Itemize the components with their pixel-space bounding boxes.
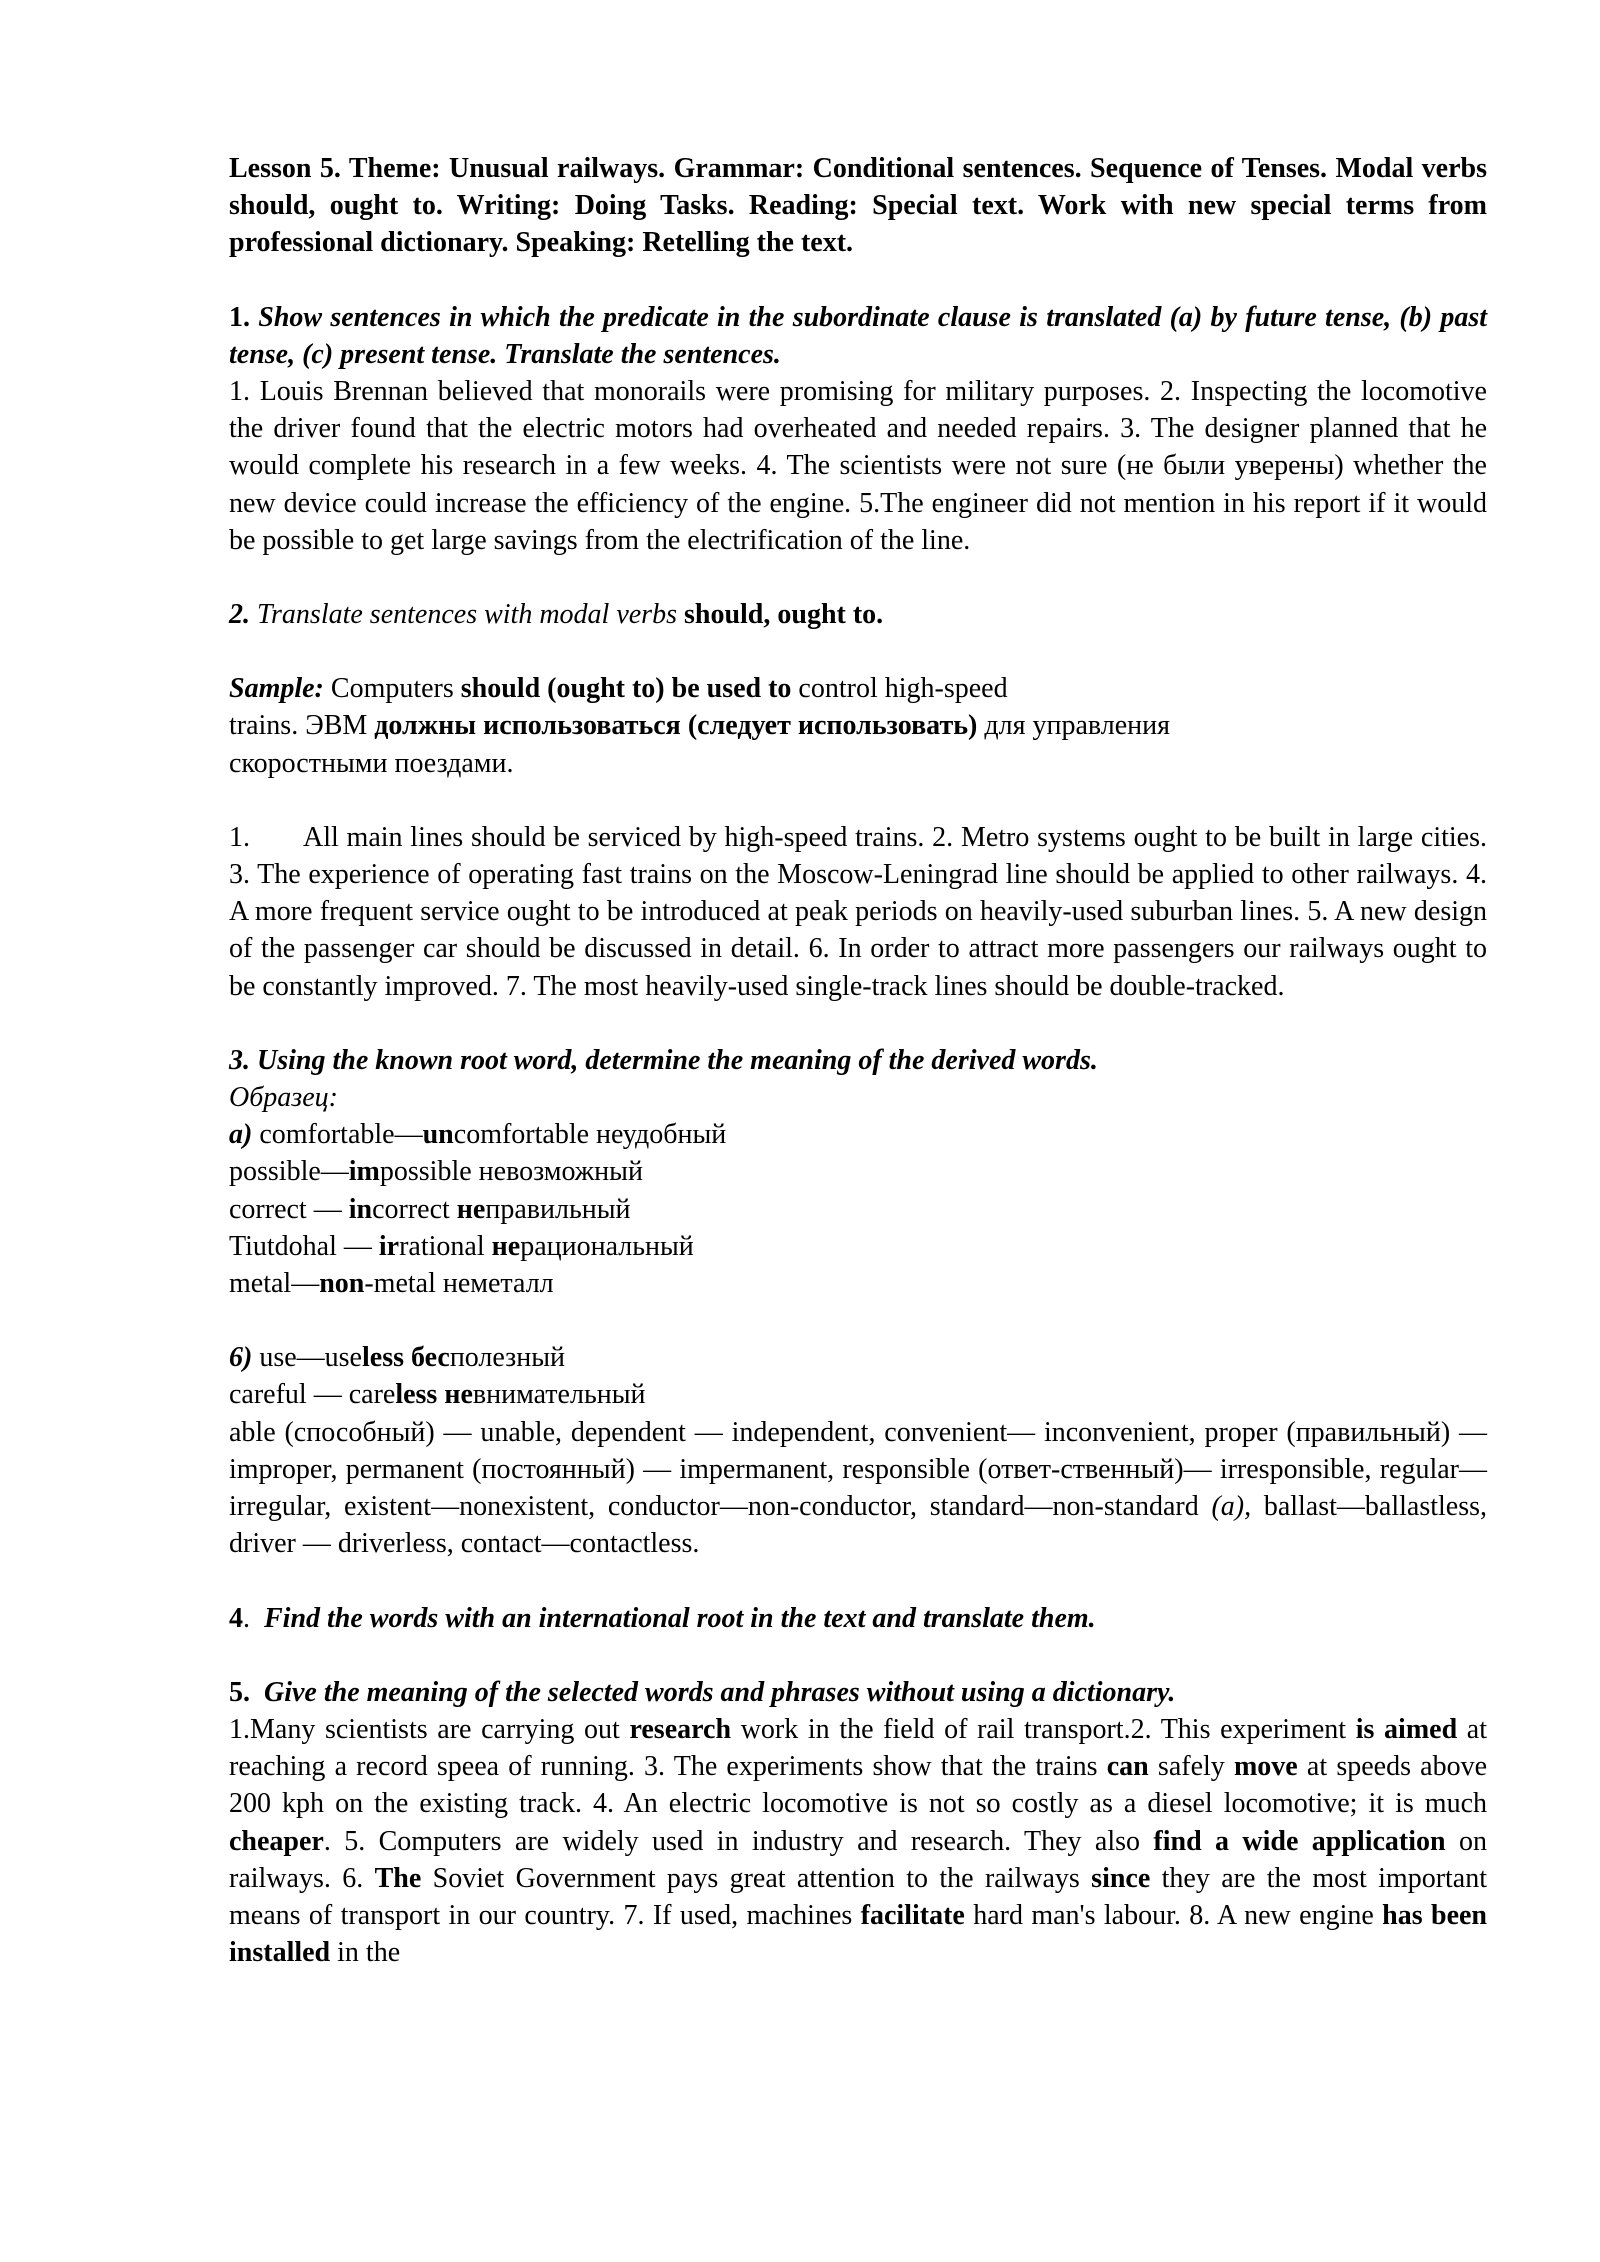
derived-word-row: careful — careless невнимательный [229,1379,646,1411]
exercise-2-sample-translation-end: скоростными поездами. [229,747,514,779]
highlighted-term: has been installed [229,1899,1487,1969]
lesson-title: Lesson 5. Theme: Unusual railways. Grammar: Conditional sentences. Sequence of Tenses. Modal verbs should, ought to. Writing: Doing Tasks. Reading: Special text. Work with new special terms from professional dictionary. Speaking: Retelling the text. [229,153,1487,259]
exercise-2-sample: Sample: Computers should (ought to) be used to control high-speed [229,673,1008,705]
text-segment: hard man's labour. 8. A new engine [964,1899,1383,1931]
exercise-4-task: 4. Find the words with an international root in the text and translate them. [229,1602,1096,1634]
exercise-1-task: 1. Show sentences in which the predicate in the subordinate clause is translated (a) by future tense, (b) past tense, (c) present tense. Translate the sentences. [229,301,1488,370]
exercise-5-task: 5. Give the meaning of the selected words and phrases without using a dictionary. [229,1676,1176,1708]
exercise-2-body: 1. All main lines should be serviced by high-speed trains. 2. Metro systems ought to be built in large cities. 3. The experience of operating fast trains on the Moscow-Leningrad line should be applied to other railways. 4. A more frequent service ought to be introduced at peak periods on heavily-used suburban lines. 5. A new design of the passenger car should be discussed in detail. 6. In order to attract more passengers our railways ought to be constantly improved. 7. The most heavily-used single-track lines should be double-tracked. [229,821,1494,1002]
text-segment: safely [1148,1751,1234,1783]
derived-word-row: possible—impossible невозможный [229,1156,643,1188]
text-segment: . 5. Computers are widely used in industry and research. They also [323,1825,1154,1857]
derived-word-row: metal—non-metal неметалл [229,1268,554,1300]
highlighted-term: is aimed [1355,1713,1458,1745]
text-segment: Soviet Government pays great attention to the railways [421,1862,1092,1894]
highlighted-term: since [1091,1862,1151,1894]
exercise-3-group-a [229,1116,1487,1302]
exercise-3-task: 3. Using the known root word, determine the meaning of the derived words. [229,1044,1098,1076]
highlighted-term: find a wide application [1153,1825,1446,1857]
text-segment: at speeds above 200 kph on the existing track. 4. An electric locomotive is not so costly as a diesel locomotive; it is much [229,1751,1488,1820]
exercise-3-sample-label: Образец: [229,1082,338,1114]
exercise-2-task: 2. Translate sentences with modal verbs should, ought to. [229,599,884,631]
derived-word-row: correct — incorrect неправильный [229,1193,631,1225]
document-page [229,150,1494,1971]
text-segment: at reaching a record speea of running. 3. The experiments show that the trains [229,1713,1487,1783]
highlighted-term: cheaper [229,1825,324,1857]
highlighted-term: move [1233,1751,1298,1783]
exercise-2-sample-translation: trains. ЭВМ должны использоваться (следует использовать) для управления [229,710,1170,742]
highlighted-term: can [1106,1751,1149,1783]
exercise-1-body: 1. Louis Brennan believed that monorails were promising for military purposes. 2. Inspecting the locomotive the driver found that the electric motors had overheated and needed repairs. 3. The designer planned that he would complete his research in a few weeks. 4. The scientists were not sure (не были уверены) whether the new device could increase the efficiency of the engine. 5.The engineer did not mention in his report if it would be possible to get large savings from the electrification of the line. [229,376,1487,556]
highlighted-term: facilitate [860,1899,965,1931]
exercise-5-body [229,1711,1487,1971]
text-segment: on railways. 6. [229,1825,1487,1894]
derived-word-row: Tiutdohal — irrational нерациональный [229,1230,694,1262]
highlighted-term: The [374,1862,422,1894]
highlighted-term: research [629,1713,732,1745]
text-segment: 1.Many scientists are carrying out [229,1713,630,1745]
text-segment: they are the most important means of transport in our country. 7. If used, machines [229,1862,1488,1931]
derived-word-row: a) comfortable—uncomfortable неудобный [229,1119,727,1151]
text-segment: work in the field of rail transport.2. This experiment [731,1713,1356,1745]
exercise-3-word-list: able (способный) — unable, dependent — independent, convenient— inconvenient, proper (правильный) — improper, permanent (постоянный) — impermanent, responsible (ответ-ственный)— irresponsible, regular—irregular, existent—nonexistent, conductor—non-conductor, standard—non-standard (a), ballast—ballastless, driver — driverless, contact—contactless. [229,1416,1487,1560]
text-segment: in the [330,1937,401,1969]
exercise-3-group-b [229,1339,1487,1562]
derived-word-row: 6) use—useless бесполезный [229,1342,566,1374]
